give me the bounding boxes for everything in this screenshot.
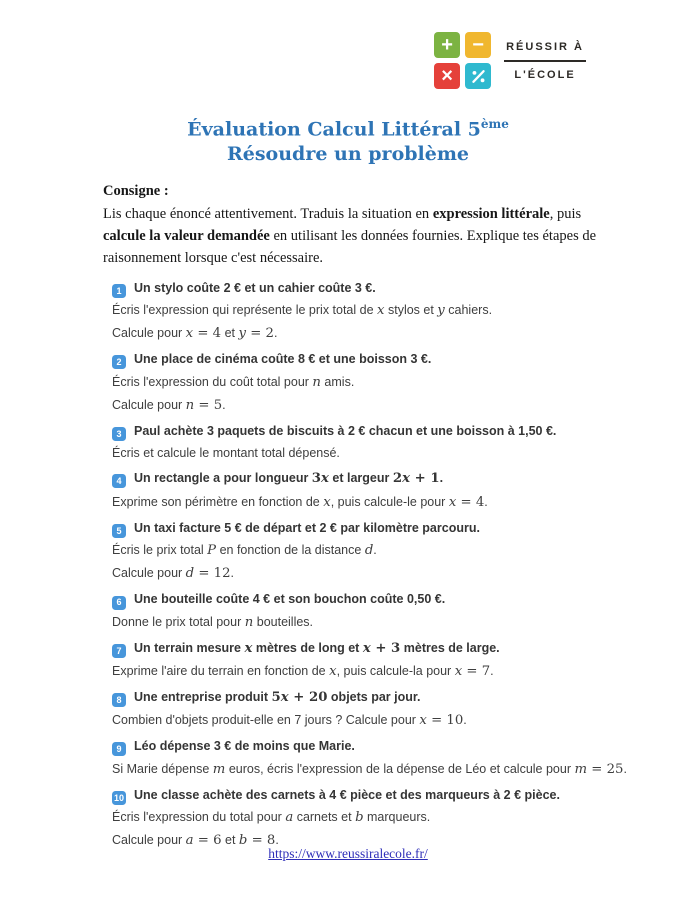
title-line-2: Résoudre un problème [226,143,470,166]
math-expression: n = 5 [185,398,223,414]
text-run: et [221,326,239,341]
problem-5 [112,517,666,586]
text-run: bouteilles. [253,614,314,629]
math-expression: x + 3 [362,640,401,656]
problems-list [112,277,666,853]
minus-tile-icon: − [465,32,491,58]
page-title [0,0,696,167]
logo-tiles [434,32,491,89]
problem-instruction-line [112,371,666,394]
text-run: cahiers. [444,302,493,317]
problem-statement-text [134,690,421,704]
math-expression: n [244,614,254,630]
text-run: . [373,542,377,557]
math-expression: m = 25 [574,761,624,777]
problem-instruction-line [112,806,666,829]
problem-instruction-line [112,709,666,732]
text-run: . [230,566,235,581]
problem-instruction-line [112,491,666,514]
problem-number-badge: 8 [112,693,126,707]
bold-text-run: expression littérale [432,205,550,222]
text-run: et largeur [328,471,393,486]
problem-instruction-line [112,539,666,562]
text-run: . [484,494,488,509]
math-expression: x = 4 [448,494,485,510]
problem-statement [112,467,666,490]
problem-statement-text [134,641,500,655]
problem-number-badge: 7 [112,644,126,658]
text-run: . [273,326,278,341]
text-run: . [490,664,494,679]
brand-line-top: RÉUSSIR À [504,41,586,62]
problem-statement-text [134,352,431,366]
math-expression: x = 10 [419,713,464,729]
text-run: Donne le prix total pour [112,614,245,629]
problem-6 [112,588,666,634]
text-run: mètres de large. [400,640,500,655]
problem-statement [112,348,666,370]
math-expression: x = 4 [185,326,222,342]
instructions-label: Consigne : [103,183,169,200]
problem-statement-text [134,592,445,606]
problem-statement [112,735,666,757]
text-run: Une bouteille coûte 4 € et son bouchon coûte 0,50 €. [134,592,446,607]
text-run: . [623,761,627,776]
text-run: mètres de long et [252,640,363,655]
text-run: carnets et [293,809,356,824]
text-run: . [222,398,226,413]
plus-tile-icon: + [434,32,460,58]
text-run: en utilisant les données fournies. Explique tes étapes de raisonnement lorsque c'est nécessaire. [103,227,597,267]
math-expression: x [329,664,337,680]
title-line-1: Évaluation Calcul Littéral 5 [187,118,481,141]
text-run: Exprime son périmètre en fonction de [112,494,324,509]
problem-number-badge: 9 [112,742,126,756]
math-expression: y [437,302,445,318]
math-expression: d = 12 [185,566,231,582]
problem-8 [112,686,666,733]
text-run: en fonction de la distance [216,542,365,557]
text-run: euros, écris l'expression de la dépense de Léo et calcule pour [225,761,575,776]
problem-number-badge: 2 [112,355,126,369]
text-run: Lis chaque énoncé attentivement. Traduis la situation en [103,205,433,222]
text-run: et [221,833,239,848]
instructions-section [103,180,603,269]
text-run: Une entreprise produit [134,689,272,704]
text-run: . [463,713,467,728]
problem-2 [112,348,666,417]
text-run: Une classe achète des carnets à 4 € pièce et des marqueurs à 2 € pièce. [134,787,560,802]
math-expression: b [355,809,364,825]
text-run: amis. [320,374,355,389]
brand-line-bottom: L'ÉCOLE [514,68,576,81]
problem-number-badge: 1 [112,284,126,298]
problem-instruction-line [112,394,666,417]
text-run: Écris l'expression qui représente le prix total de [112,302,378,317]
problem-number-badge: 3 [112,427,126,441]
problem-statement [112,686,666,709]
math-expression: n [312,374,321,390]
text-run: Un rectangle a pour longueur [134,471,312,486]
text-run: Si Marie dépense [112,761,213,776]
text-run: Calcule pour [112,833,186,848]
problem-number-badge: 6 [112,596,126,610]
math-expression: x = 7 [454,664,491,680]
problem-7 [112,637,666,684]
math-expression: a [285,809,294,825]
math-expression: x [244,640,253,656]
problem-4 [112,467,666,514]
problem-instruction-line [112,442,666,464]
problem-number-badge: 10 [112,791,126,805]
website-link[interactable]: https://www.reussiralecole.fr/ [268,846,428,861]
problem-statement-text [134,424,556,438]
problem-instruction-line [112,611,666,634]
problem-statement-text [134,281,376,295]
text-run: , puis [549,205,582,222]
text-run: . [275,833,279,848]
problem-number-badge: 5 [112,524,126,538]
problem-9 [112,735,666,781]
divide-tile-icon [465,63,491,89]
text-run: . [439,471,444,486]
problem-instruction-line [112,322,666,345]
problem-statement-text [134,471,443,485]
text-run: Écris le prix total [112,542,208,557]
text-run: Un stylo coûte 2 € et un cahier coûte 3 €. [134,280,376,295]
text-run: Calcule pour [112,398,186,413]
math-expression: 2x + 1 [392,471,440,487]
text-run: Écris l'expression du total pour [112,809,286,824]
text-run: Une place de cinéma coûte 8 € et une boisson 3 €. [134,352,432,367]
problem-statement [112,784,666,806]
text-run: stylos et [384,302,438,317]
bold-text-run: calcule la valeur demandée [103,227,270,244]
problem-3 [112,420,666,465]
math-expression: b = 8 [238,833,276,849]
problem-instruction-line [112,758,666,781]
problem-statement-text [134,739,355,753]
math-expression: x [377,302,385,318]
text-run: objets par jour. [327,689,421,704]
brand-text [504,41,586,81]
text-run: , puis calcule-le pour [330,494,449,509]
multiply-tile-icon: × [434,63,460,89]
text-run: Calcule pour [112,326,186,341]
problem-statement [112,420,666,442]
text-run: Calcule pour [112,566,186,581]
text-run: marqueurs. [363,809,431,824]
problem-statement-text [134,788,560,802]
problem-statement-text [134,521,480,535]
text-run: Écris et calcule le montant total dépensé. [112,446,340,461]
text-run: , puis calcule-la pour [336,664,455,679]
problem-statement [112,517,666,539]
math-expression: 5x + 20 [271,689,328,705]
logo [434,32,586,89]
title-superscript: ème [480,117,509,131]
math-expression: P [207,542,217,558]
problem-instruction-line [112,562,666,585]
problem-statement [112,588,666,610]
problem-10 [112,784,666,853]
math-expression: a = 6 [185,833,222,849]
math-expression: d [364,542,374,558]
problem-number-badge: 4 [112,474,126,488]
text-run: Un taxi facture 5 € de départ et 2 € par kilomètre parcouru. [134,520,480,535]
problem-statement [112,277,666,299]
instructions-text [103,203,603,270]
problem-statement [112,637,666,660]
footer [0,845,696,863]
text-run: Paul achète 3 paquets de biscuits à 2 € chacun et une boisson à 1,50 €. [134,423,557,438]
math-expression: 3x [311,471,329,487]
problem-instruction-line [112,660,666,683]
math-expression: y = 2 [238,326,274,342]
text-run: Un terrain mesure [134,640,245,655]
problem-instruction-line [112,299,666,322]
text-run: Combien d'objets produit-elle en 7 jours ? Calcule pour [112,713,420,728]
text-run: Léo dépense 3 € de moins que Marie. [134,739,355,754]
problem-1 [112,277,666,346]
text-run: Exprime l'aire du terrain en fonction de [112,664,330,679]
math-expression: m [212,761,226,777]
math-expression: x [323,494,331,510]
text-run: Écris l'expression du coût total pour [112,374,313,389]
